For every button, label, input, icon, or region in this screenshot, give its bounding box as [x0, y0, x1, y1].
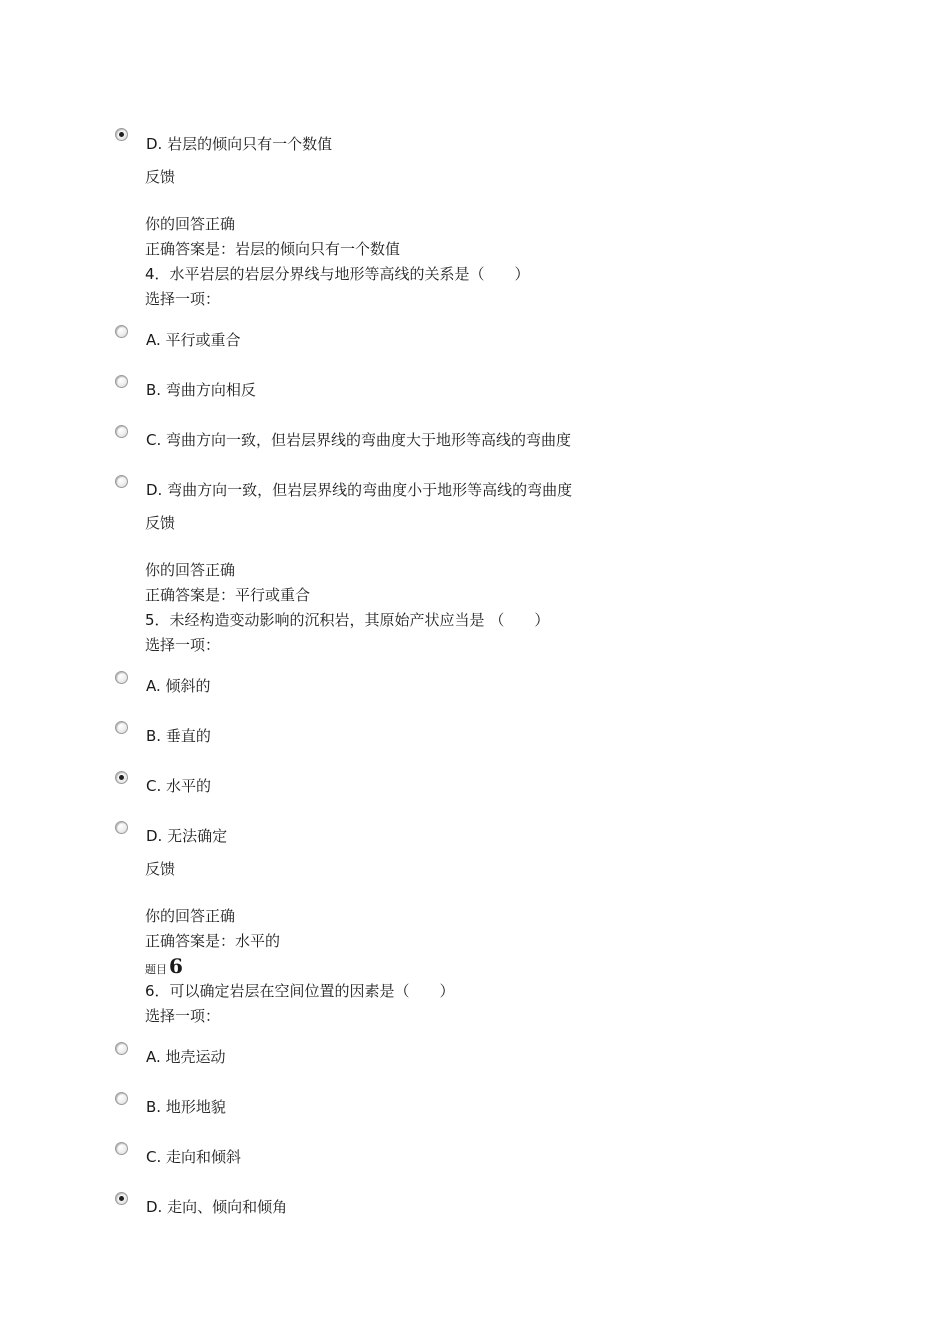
- q6-option-b-label[interactable]: B. 地形地貌: [146, 1098, 226, 1116]
- q6-option-d-radio[interactable]: [115, 1192, 128, 1205]
- q5-option-c-label[interactable]: C. 水平的: [146, 777, 212, 795]
- q5-option-a-radio[interactable]: [115, 671, 128, 684]
- q5-option-c-radio[interactable]: [115, 771, 128, 784]
- q4-option-d-label[interactable]: D. 弯曲方向一致，但岩层界线的弯曲度小于地形等高线的弯曲度: [146, 481, 573, 499]
- q4-result: 你的回答正确: [145, 561, 236, 579]
- q3-option-d-radio[interactable]: [115, 128, 128, 141]
- q4-option-c-radio[interactable]: [115, 425, 128, 438]
- q3-result: 你的回答正确: [145, 215, 236, 233]
- q4-option-a-label[interactable]: A. 平行或重合: [146, 331, 241, 349]
- q6-option-a-radio[interactable]: [115, 1042, 128, 1055]
- q5-feedback-label: 反馈: [145, 860, 176, 878]
- q4-question-text: 4．水平岩层的岩层分界线与地形等高线的关系是（ ）: [145, 265, 530, 283]
- q6-option-b-radio[interactable]: [115, 1092, 128, 1105]
- q4-prompt: 选择一项：: [145, 290, 221, 308]
- q5-question-text: 5．未经构造变动影响的沉积岩，其原始产状应当是 （ ）: [145, 611, 550, 629]
- q4-option-c-label[interactable]: C. 弯曲方向一致，但岩层界线的弯曲度大于地形等高线的弯曲度: [146, 431, 572, 449]
- q6-option-c-label[interactable]: C. 走向和倾斜: [146, 1148, 242, 1166]
- q6-heading-number: 6: [169, 954, 183, 978]
- q6-option-c-radio[interactable]: [115, 1142, 128, 1155]
- q5-option-d-label[interactable]: D. 无法确定: [146, 827, 228, 845]
- q5-option-d-radio[interactable]: [115, 821, 128, 834]
- q5-option-a-label[interactable]: A. 倾斜的: [146, 677, 211, 695]
- q4-option-b-label[interactable]: B. 弯曲方向相反: [146, 381, 256, 399]
- q6-heading: [145, 956, 183, 976]
- q4-option-d-radio[interactable]: [115, 475, 128, 488]
- q4-correct-answer: 正确答案是：平行或重合: [145, 586, 311, 604]
- q5-prompt: 选择一项：: [145, 636, 221, 654]
- q6-option-a-label[interactable]: A. 地壳运动: [146, 1048, 226, 1066]
- q4-option-b-radio[interactable]: [115, 375, 128, 388]
- q3-feedback-label: 反馈: [145, 168, 176, 186]
- q6-heading-label: 题目: [145, 963, 167, 976]
- q3-correct-answer: 正确答案是：岩层的倾向只有一个数值: [145, 240, 401, 258]
- q5-result: 你的回答正确: [145, 907, 236, 925]
- q5-option-b-label[interactable]: B. 垂直的: [146, 727, 211, 745]
- q6-question-text: 6．可以确定岩层在空间位置的因素是（ ）: [145, 982, 455, 1000]
- q4-feedback-label: 反馈: [145, 514, 176, 532]
- q6-option-d-label[interactable]: D. 走向、倾向和倾角: [146, 1198, 288, 1216]
- q5-option-b-radio[interactable]: [115, 721, 128, 734]
- q6-prompt: 选择一项：: [145, 1007, 221, 1025]
- q4-option-a-radio[interactable]: [115, 325, 128, 338]
- q3-option-d-label[interactable]: D. 岩层的倾向只有一个数值: [146, 135, 333, 153]
- q5-correct-answer: 正确答案是：水平的: [145, 932, 281, 950]
